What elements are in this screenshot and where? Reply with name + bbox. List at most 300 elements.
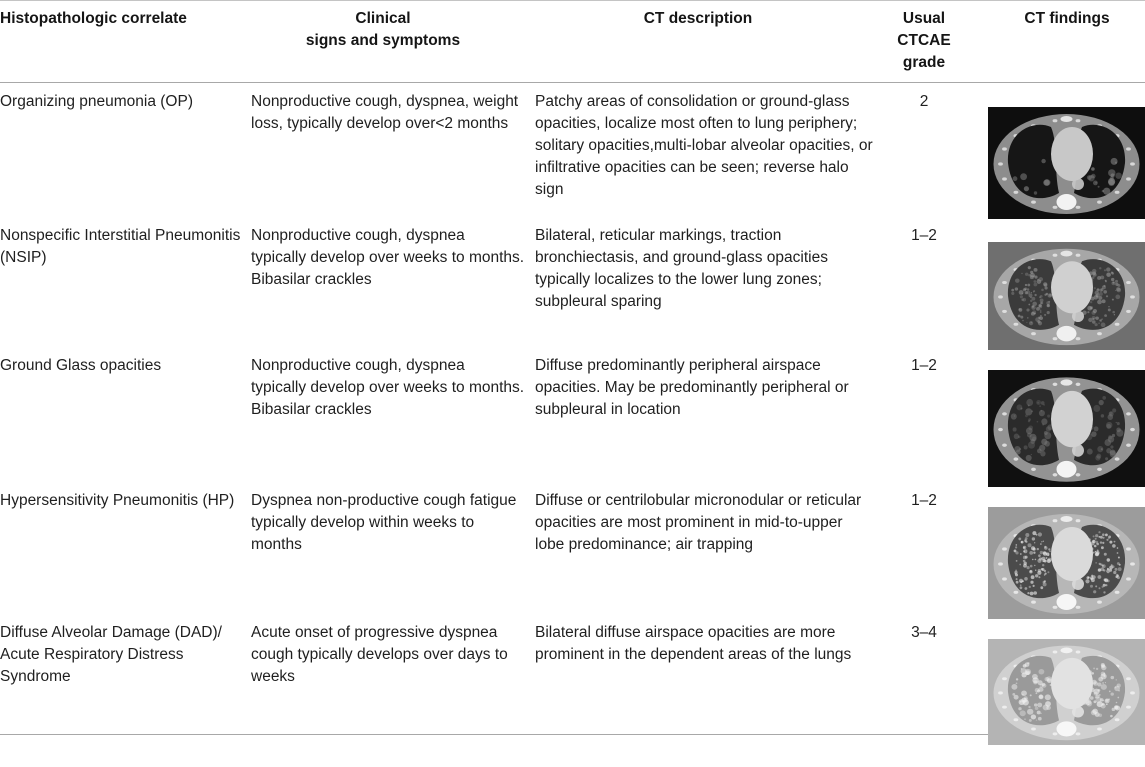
ct-opacity — [1026, 399, 1033, 406]
ct-opacity — [1108, 436, 1114, 443]
cell-ctcae-grade: 1–2 — [911, 492, 937, 509]
ct-opacity — [1044, 314, 1046, 316]
ct-opacity — [1034, 294, 1036, 296]
ct-opacity — [1020, 316, 1023, 319]
ct-opacity — [1034, 565, 1035, 566]
ct-opacity — [1114, 314, 1115, 315]
ct-opacity — [1019, 564, 1021, 566]
ct-opacity — [1015, 570, 1017, 572]
ct-opacity — [1100, 275, 1104, 279]
ct-aorta — [1072, 178, 1084, 190]
ct-opacity — [1087, 449, 1093, 455]
ct-opacity — [1092, 316, 1096, 320]
cell-clinical-signs: Nonproductive cough, dyspnea, weight loss, typically develop over<2 months — [251, 93, 519, 132]
ct-opacity — [1043, 561, 1044, 562]
ct-opacity — [1034, 191, 1037, 194]
ct-opacity — [1118, 567, 1122, 571]
ct-opacity — [1115, 568, 1118, 571]
ct-opacity — [1028, 266, 1031, 269]
ct-opacity — [1116, 427, 1121, 432]
cell-ctcae-grade: 2 — [919, 93, 929, 110]
ct-opacity — [1100, 536, 1103, 539]
cell-histopathologic-correlate: Nonspecific Interstitial Pneumonitis (NSIP) — [0, 227, 241, 266]
ct-rib — [1130, 295, 1135, 298]
ct-opacity — [1040, 302, 1042, 304]
ct-opacity — [1105, 457, 1108, 460]
ct-rib — [1076, 383, 1081, 386]
ct-rib — [1002, 412, 1007, 415]
ct-opacity — [1037, 703, 1042, 708]
ct-opacity — [1038, 569, 1041, 572]
ct-vertebra — [1057, 326, 1077, 341]
ct-opacity — [1032, 310, 1036, 314]
ct-opacity — [1024, 562, 1027, 565]
ct-opacity — [1028, 420, 1030, 422]
ct-opacity — [1097, 683, 1101, 687]
ct-opacity — [1014, 446, 1020, 452]
ct-opacity — [1012, 693, 1015, 696]
ct-opacity — [1016, 578, 1018, 580]
ct-opacity — [1037, 559, 1041, 563]
ct-opacity — [1040, 586, 1043, 589]
ct-opacity — [1018, 707, 1021, 710]
ct-opacity — [1029, 551, 1033, 555]
ct-rib — [1053, 337, 1058, 340]
ct-opacity — [1109, 412, 1112, 415]
ct-rib — [1014, 191, 1019, 194]
ct-opacity — [1038, 532, 1042, 536]
ct-opacity — [1046, 301, 1050, 304]
ct-opacity — [1106, 570, 1107, 571]
ct-rib — [998, 428, 1003, 431]
ct-rib — [1126, 177, 1131, 180]
ct-opacity — [1111, 676, 1115, 679]
ct-opacity — [1117, 562, 1120, 565]
ct-opacity — [1016, 678, 1018, 680]
ct-opacity — [1115, 280, 1118, 283]
ct-opacity — [1025, 587, 1028, 590]
ct-opacity — [1105, 699, 1110, 704]
ct-opacity — [1011, 289, 1014, 292]
ct-rib — [1002, 706, 1007, 709]
ct-opacity — [1048, 293, 1052, 297]
ct-rib — [1014, 591, 1019, 594]
ct-opacity — [1115, 173, 1121, 179]
ct-opacity — [1023, 546, 1026, 549]
ct-opacity — [1096, 543, 1099, 546]
ct-opacity — [1036, 719, 1037, 720]
ct-opacity — [1040, 543, 1042, 545]
ct-rib — [1053, 606, 1058, 609]
ct-opacity — [1039, 296, 1041, 298]
ct-opacity — [1101, 323, 1106, 328]
ct-sternum — [1061, 379, 1073, 385]
ct-rib — [1130, 162, 1135, 165]
ct-opacity — [1029, 719, 1032, 722]
ct-opacity — [1039, 304, 1042, 307]
ct-opacity — [1035, 688, 1040, 692]
ct-opacity — [1104, 314, 1107, 317]
ct-opacity — [1110, 449, 1116, 455]
ct-opacity — [1030, 565, 1033, 568]
ct-heart — [1051, 527, 1093, 581]
ct-rib — [1053, 206, 1058, 209]
ct-vertebra — [1057, 194, 1077, 210]
ct-opacity — [1024, 445, 1028, 449]
ct-opacity — [1041, 541, 1042, 542]
ct-opacity — [1044, 179, 1050, 185]
ct-opacity — [1015, 573, 1017, 575]
ct-opacity — [1037, 279, 1039, 281]
ct-opacity — [1024, 287, 1027, 290]
ct-opacity — [1108, 306, 1109, 307]
ct-aorta — [1072, 706, 1084, 717]
ct-opacity — [1096, 562, 1097, 563]
ct-opacity — [1093, 405, 1100, 412]
ct-opacity — [1029, 570, 1032, 573]
ct-rib — [1053, 119, 1058, 122]
ct-opacity — [1023, 664, 1027, 668]
ct-rib — [1014, 718, 1019, 721]
table-row — [0, 480, 1145, 612]
ct-opacity — [1021, 273, 1022, 274]
ct-opacity — [1117, 697, 1119, 699]
ct-opacity — [1099, 267, 1101, 269]
ct-heart — [1051, 127, 1093, 181]
ct-opacity — [1028, 706, 1030, 708]
ct-opacity — [1111, 272, 1113, 274]
ct-opacity — [1098, 569, 1101, 572]
ct-opacity — [1039, 410, 1045, 416]
ct-opacity — [1031, 454, 1032, 455]
ct-opacity — [1040, 299, 1044, 303]
ct-rib — [1126, 677, 1131, 680]
cell-ct-description: Bilateral diffuse airspace opacities are more prominent in the dependent areas of the lungs — [535, 624, 852, 663]
ct-opacity — [1034, 703, 1037, 706]
ct-opacity — [1045, 694, 1051, 700]
ct-opacity — [1011, 684, 1017, 690]
ct-opacity — [1029, 586, 1031, 588]
ct-rib — [1002, 547, 1007, 550]
ct-opacity — [1040, 310, 1042, 312]
cell-ctcae-grade: 1–2 — [911, 227, 937, 244]
ct-opacity — [1093, 590, 1096, 593]
ct-opacity — [1025, 284, 1027, 286]
ct-opacity — [1024, 186, 1029, 191]
ct-opacity — [1018, 435, 1021, 438]
ct-rib — [1126, 547, 1131, 550]
ct-rib — [1002, 310, 1007, 313]
ct-opacity — [1027, 288, 1029, 290]
cell-ct-description: Diffuse predominantly peripheral airspace opacities. May be predominantly peripheral or subpleural in location — [535, 357, 849, 418]
ct-opacity — [1085, 579, 1089, 583]
ct-opacity — [1116, 679, 1117, 680]
ct-opacity — [1101, 414, 1104, 418]
ct-opacity — [1102, 682, 1104, 684]
ct-rib — [1031, 201, 1036, 204]
ct-rib — [1126, 281, 1131, 284]
cell-clinical-signs: Acute onset of progressive dyspnea cough typically develops over days to weeks — [251, 624, 508, 685]
ct-opacity — [1102, 396, 1106, 400]
ct-rib — [1097, 468, 1102, 471]
ct-opacity — [1103, 290, 1107, 293]
ct-opacity — [1094, 426, 1099, 431]
ct-opacity — [1111, 278, 1114, 281]
ct-opacity — [1095, 323, 1098, 326]
ct-opacity — [1108, 536, 1111, 539]
ct-opacity — [1039, 669, 1045, 674]
ct-opacity — [1030, 273, 1035, 278]
ct-rib — [1031, 601, 1036, 604]
ct-rib — [1002, 677, 1007, 680]
ct-opacity — [1019, 308, 1023, 312]
ct-rib — [1053, 473, 1058, 476]
ct-opacity — [1030, 592, 1034, 596]
ct-opacity — [1118, 557, 1120, 559]
ct-rib — [1076, 254, 1081, 257]
ct-aorta — [1072, 578, 1084, 590]
ct-opacity — [1097, 300, 1102, 305]
ct-rib — [1002, 444, 1007, 447]
ct-opacity — [1036, 534, 1038, 536]
ct-opacity — [1044, 580, 1046, 582]
ct-opacity — [1031, 410, 1033, 412]
ct-opacity — [1047, 571, 1049, 573]
ct-opacity — [1110, 445, 1113, 448]
ct-opacity — [1101, 672, 1105, 676]
ct-rib — [1002, 281, 1007, 284]
ct-opacity — [1037, 449, 1042, 454]
header-ctcae-grade: Usual CTCAE grade — [897, 10, 951, 71]
ct-rib — [1097, 727, 1102, 730]
ct-image — [988, 107, 1145, 219]
ct-opacity — [1044, 432, 1051, 439]
ct-opacity — [1104, 553, 1107, 556]
ct-opacity — [1097, 554, 1098, 555]
ct-vertebra — [1057, 594, 1077, 610]
ct-opacity — [1025, 533, 1029, 537]
ct-opacity — [1103, 591, 1105, 593]
ct-opacity — [1090, 301, 1092, 303]
ct-opacity — [1087, 311, 1089, 313]
ct-opacity — [1032, 302, 1037, 306]
ct-rib — [1130, 691, 1135, 694]
ct-opacity — [1031, 546, 1035, 550]
ct-opacity — [1021, 668, 1027, 674]
ct-opacity — [1098, 186, 1100, 188]
ct-opacity — [1031, 305, 1035, 309]
ct-opacity — [1092, 320, 1096, 323]
ct-rib — [1053, 383, 1058, 386]
ct-opacity — [1044, 574, 1046, 576]
ct-opacity — [1102, 700, 1104, 702]
ct-opacity — [1101, 546, 1104, 549]
ct-opacity — [1033, 585, 1035, 587]
ct-rib — [1126, 147, 1131, 150]
ct-opacity — [1021, 690, 1027, 695]
ct-opacity — [1038, 717, 1042, 721]
ct-opacity — [1110, 715, 1113, 717]
ct-opacity — [1115, 283, 1118, 286]
ct-opacity — [1024, 577, 1028, 581]
ct-rib — [1126, 412, 1131, 415]
ct-opacity — [1092, 311, 1096, 315]
ct-opacity — [1115, 576, 1117, 578]
ct-opacity — [1021, 408, 1023, 410]
ct-opacity — [1091, 174, 1096, 179]
ct-opacity — [1046, 293, 1048, 295]
ct-opacity — [1033, 552, 1035, 554]
ct-rib — [1097, 201, 1102, 204]
ct-opacity — [1099, 536, 1101, 538]
table-row — [0, 612, 1145, 735]
cell-histopathologic-correlate: Hypersensitivity Pneumonitis (HP) — [0, 492, 235, 509]
ct-rib — [1126, 577, 1131, 580]
ct-opacity — [1028, 404, 1030, 406]
ct-opacity — [1096, 697, 1102, 703]
ct-opacity — [1030, 439, 1035, 444]
ct-opacity — [1034, 280, 1037, 283]
ct-opacity — [1090, 585, 1093, 588]
ct-opacity — [1018, 538, 1021, 541]
ct-rib — [1076, 119, 1081, 122]
ct-opacity — [1109, 690, 1111, 692]
ct-opacity — [1016, 560, 1018, 562]
ct-opacity — [1102, 542, 1104, 544]
ct-opacity — [1029, 321, 1033, 325]
ct-opacity — [1100, 541, 1102, 543]
ct-rib — [1076, 473, 1081, 476]
ct-opacity — [1042, 683, 1047, 687]
ct-opacity — [1088, 577, 1090, 579]
ct-opacity — [1016, 544, 1018, 546]
ct-opacity — [1106, 267, 1110, 271]
ct-opacity — [1117, 552, 1119, 554]
ct-opacity — [1045, 286, 1048, 289]
ct-image — [988, 507, 1145, 619]
ct-image — [988, 639, 1145, 745]
header-ct-findings: CT findings — [1024, 10, 1110, 27]
ct-rib — [1076, 337, 1081, 340]
ct-opacity — [1027, 566, 1030, 569]
cell-ct-description: Diffuse or centrilobular micronodular or reticular opacities are most prominent in mid-to-upper lobe predominance; air trapping — [535, 492, 862, 553]
cell-histopathologic-correlate: Diffuse Alveolar Damage (DAD)/ Acute Respiratory Distress Syndrome — [0, 624, 222, 685]
header-ct-description: CT description — [643, 10, 753, 27]
ct-opacity — [1094, 545, 1097, 548]
ct-opacity — [1098, 677, 1103, 682]
ct-rib — [1031, 332, 1036, 335]
ct-opacity — [1034, 276, 1037, 279]
ct-opacity — [1105, 534, 1108, 537]
ct-opacity — [1103, 285, 1105, 287]
ct-opacity — [1105, 584, 1107, 586]
ct-opacity — [1115, 295, 1120, 300]
ct-rib — [1053, 650, 1058, 653]
ct-opacity — [1095, 182, 1097, 184]
ct-opacity — [1033, 591, 1037, 595]
ct-opacity — [1095, 316, 1099, 319]
ct-opacity — [1040, 315, 1042, 317]
ct-opacity — [1107, 558, 1110, 561]
cell-ctcae-grade: 1–2 — [911, 357, 937, 374]
ct-opacity — [1027, 709, 1033, 715]
ct-opacity — [1105, 682, 1106, 683]
ct-opacity — [1024, 718, 1026, 720]
ct-rib — [1130, 562, 1135, 565]
ct-opacity — [1020, 710, 1026, 716]
ct-rib — [1076, 650, 1081, 653]
ct-opacity — [1101, 684, 1107, 690]
ct-opacity — [1117, 288, 1122, 292]
ct-opacity — [1047, 559, 1051, 563]
ct-opacity — [1112, 565, 1115, 568]
ct-opacity — [1034, 283, 1038, 287]
ct-opacity — [1013, 176, 1018, 181]
ct-opacity — [1039, 695, 1044, 699]
ct-opacity — [1047, 415, 1050, 418]
ct-opacity — [1116, 702, 1118, 704]
ct-opacity — [1032, 537, 1035, 540]
ct-opacity — [1090, 696, 1094, 700]
ct-rib — [1126, 310, 1131, 313]
ct-sternum — [1061, 648, 1073, 654]
ct-opacity — [1035, 574, 1038, 577]
ct-opacity — [1016, 581, 1019, 584]
ct-image — [988, 370, 1145, 487]
ct-rib — [998, 162, 1003, 165]
ct-opacity — [1099, 400, 1104, 405]
header-clinical-signs: Clinical signs and symptoms — [305, 10, 461, 49]
ct-opacity — [1098, 575, 1102, 579]
ct-opacity — [1034, 268, 1038, 272]
ct-opacity — [1112, 299, 1114, 301]
ct-opacity — [1039, 277, 1043, 281]
ct-opacity — [1027, 284, 1030, 287]
ct-rib — [1002, 577, 1007, 580]
ct-opacity — [1037, 402, 1039, 404]
ct-opacity — [1041, 418, 1047, 424]
ct-rib — [1115, 191, 1120, 194]
cell-ctcae-grade: 3–4 — [911, 624, 937, 641]
cell-ct-description: Bilateral, reticular markings, traction bronchiectasis, and ground-glass opacities typically localizes to the lower lung zones; subpleural sparing — [535, 227, 828, 310]
ct-opacity — [1114, 541, 1116, 543]
ct-opacity — [1043, 282, 1047, 286]
ct-opacity — [1035, 707, 1039, 710]
ct-opacity — [1013, 427, 1017, 431]
ct-opacity — [1025, 414, 1028, 417]
ct-opacity — [1027, 433, 1032, 438]
ct-vertebra — [1057, 721, 1077, 736]
ct-opacity — [1015, 546, 1017, 548]
ct-heart — [1051, 658, 1093, 709]
ct-opacity — [1043, 541, 1044, 542]
ct-opacity — [1040, 311, 1042, 313]
ct-opacity — [1101, 448, 1103, 450]
ct-opacity — [1101, 663, 1105, 667]
ct-opacity — [1047, 311, 1050, 314]
ct-opacity — [1041, 568, 1043, 570]
ct-rib — [1031, 468, 1036, 471]
ct-opacity — [1033, 291, 1035, 293]
ct-rib — [1115, 323, 1120, 326]
ct-opacity — [1018, 315, 1021, 318]
ct-opacity — [1032, 559, 1033, 560]
ct-opacity — [1106, 295, 1108, 297]
ct-opacity — [1111, 158, 1118, 165]
ct-opacity — [1108, 414, 1114, 420]
ct-opacity — [1030, 694, 1032, 696]
ct-opacity — [1095, 538, 1097, 540]
